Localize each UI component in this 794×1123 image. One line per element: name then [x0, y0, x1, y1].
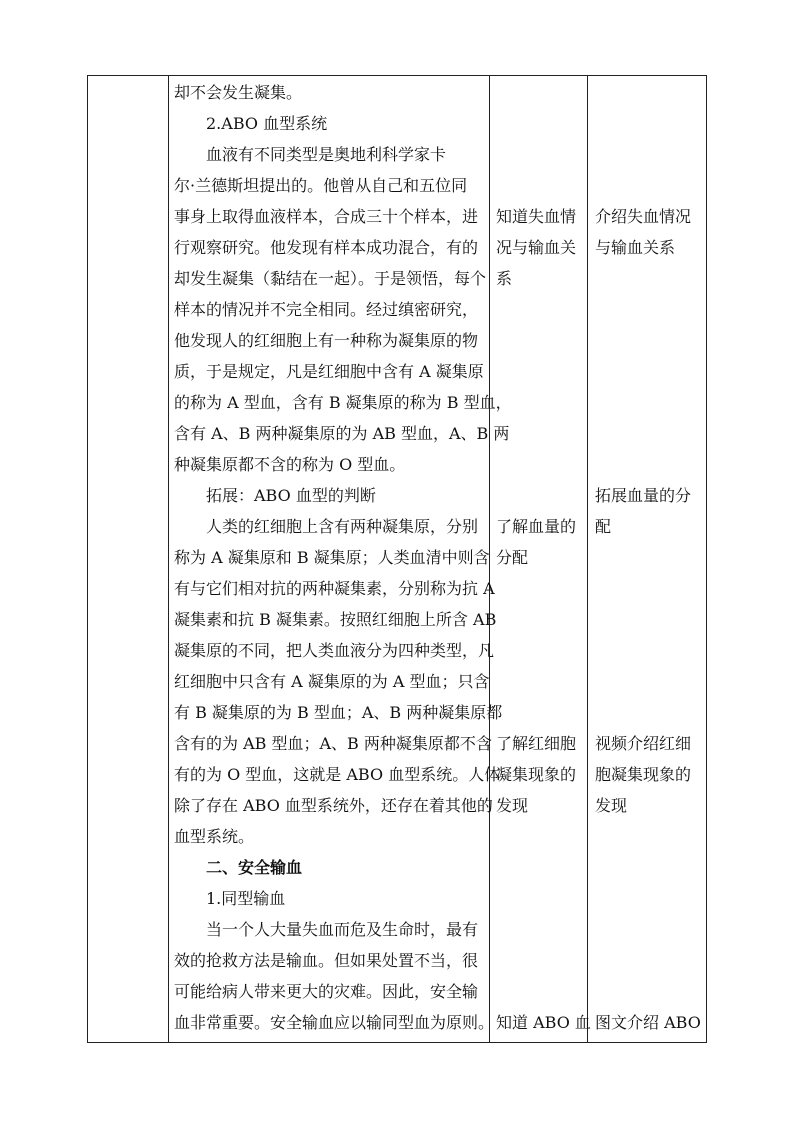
intent-line: 发现 — [595, 796, 628, 815]
content-line: 二、安全输血 — [174, 858, 303, 877]
content-line: 却不会发生凝集。 — [174, 83, 303, 102]
intent-line: 介绍失血情况 — [595, 207, 692, 226]
column-divider-3 — [587, 76, 588, 1042]
activity-line: 发现 — [496, 796, 529, 815]
activity-line: 知道失血情 — [496, 207, 577, 226]
content-line: 称为 A 凝集原和 B 凝集原；人类血清中则含 — [174, 548, 490, 567]
lesson-table — [87, 75, 707, 1043]
activity-line: 分配 — [496, 548, 529, 567]
content-line: 行观察研究。他发现有样本成功混合，有的 — [174, 238, 479, 257]
content-line: 质，于是规定，凡是红细胞中含有 A 凝集原 — [174, 362, 484, 381]
content-line: 可能给病人带来更大的灾难。因此，安全输 — [174, 982, 479, 1001]
content-line: 有与它们相对抗的两种凝集素，分别称为抗 A — [174, 579, 495, 598]
content-line: 事身上取得血液样本，合成三十个样本，进 — [174, 207, 479, 226]
content-line: 凝集原的不同，把人类血液分为四种类型，凡 — [174, 641, 495, 660]
content-line: 血非常重要。安全输血应以输同型血为原则。 — [174, 1013, 495, 1032]
column-divider-1 — [168, 76, 169, 1042]
activity-line: 系 — [496, 269, 513, 288]
content-line: 人类的红细胞上含有两种凝集原，分别 — [174, 517, 479, 536]
content-line: 当一个人大量失血而危及生命时，最有 — [174, 920, 479, 939]
activity-line: 况与输血关 — [496, 238, 577, 257]
content-line: 却发生凝集（黏结在一起）。于是领悟，每个 — [174, 269, 487, 288]
content-line: 凝集素和抗 B 凝集素。按照红细胞上所含 AB — [174, 610, 497, 629]
content-line: 1.同型输血 — [174, 889, 286, 908]
content-line: 含有的为 AB 型血；A、B 两种凝集原都不含 — [174, 734, 492, 753]
activity-line: 知道 ABO 血 — [496, 1013, 591, 1032]
content-line: 拓展：ABO 血型的判断 — [174, 486, 376, 505]
intent-line: 图文介绍 ABO — [595, 1013, 701, 1032]
content-line: 有 B 凝集原的为 B 型血；A、B 两种凝集原都 — [174, 703, 503, 722]
intent-line: 胞凝集现象的 — [595, 765, 692, 784]
activity-line: 了解血量的 — [496, 517, 577, 536]
activity-line: 了解红细胞 — [496, 734, 577, 753]
content-line: 他发现人的红细胞上有一种称为凝集原的物 — [174, 331, 479, 350]
intent-line: 配 — [595, 517, 612, 536]
intent-line: 拓展血量的分 — [595, 486, 692, 505]
content-line: 效的抢救方法是输血。但如果处置不当，很 — [174, 951, 479, 970]
activity-line: 凝集现象的 — [496, 765, 577, 784]
content-line: 血液有不同类型是奥地利科学家卡 — [174, 145, 447, 164]
content-line: 样本的情况并不完全相同。经过缜密研究， — [174, 300, 479, 319]
content-line: 除了存在 ABO 血型系统外，还存在着其他的 — [174, 796, 493, 815]
content-line: 尔·兰德斯坦提出的。他曾从自己和五位同 — [174, 176, 468, 195]
intent-line: 视频介绍红细 — [595, 734, 692, 753]
content-line: 的称为 A 型血，含有 B 凝集原的称为 B 型血， — [174, 393, 512, 412]
content-line: 红细胞中只含有 A 凝集原的为 A 型血；只含 — [174, 672, 490, 691]
content-line: 血型系统。 — [174, 827, 255, 846]
content-line: 种凝集原都不含的称为 O 型血。 — [174, 455, 406, 474]
content-line: 含有 A、B 两种凝集原的为 AB 型血，A、B 两 — [174, 424, 510, 443]
content-line: 2.ABO 血型系统 — [174, 114, 328, 133]
content-line: 有的为 O 型血，这就是 ABO 血型系统。人体 — [174, 765, 501, 784]
intent-line: 与输血关系 — [595, 238, 676, 257]
